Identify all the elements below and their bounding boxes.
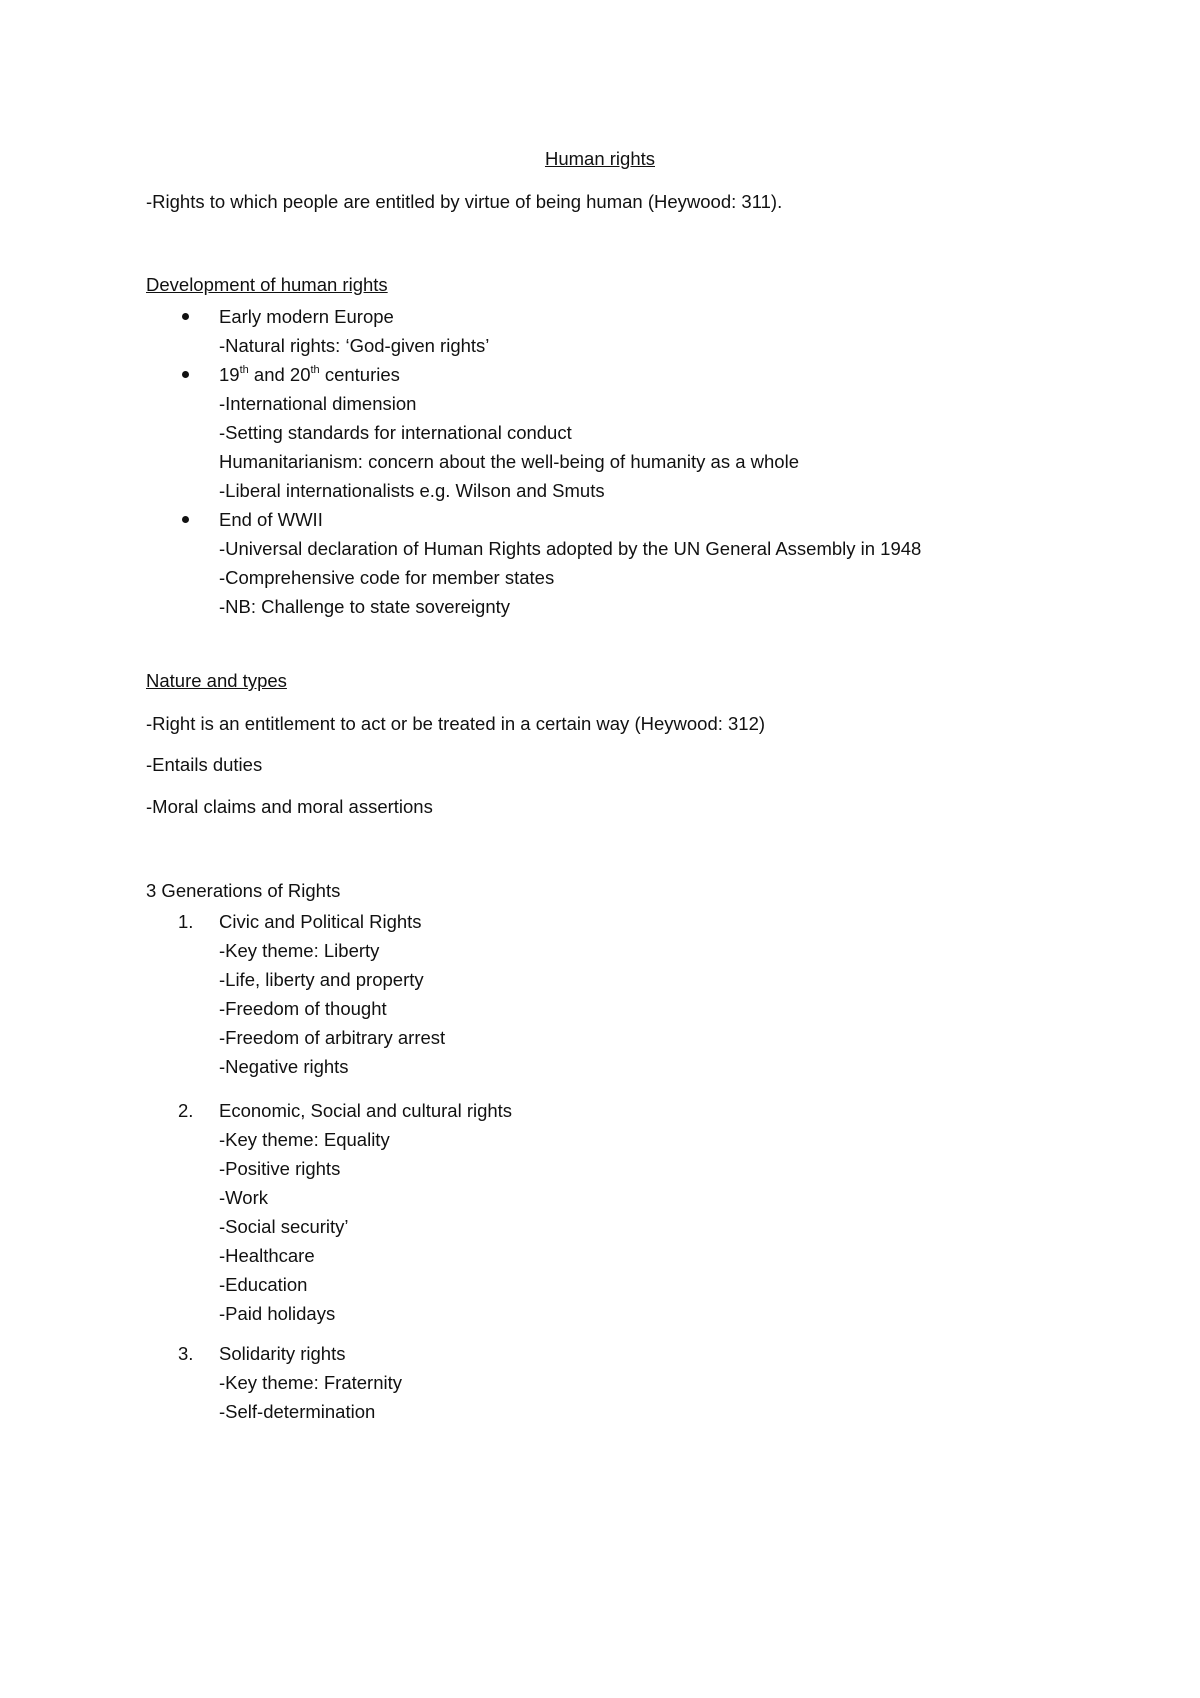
list-item-line: Humanitarianism: concern about the well-being of humanity as a whole [219,451,799,472]
list-item-line: -Natural rights: ‘God-given rights’ [219,335,490,356]
generations-list-1 [146,907,1046,1081]
list-item-label: Economic, Social and cultural rights [219,1100,513,1121]
generations-list-3 [146,1339,1046,1426]
list-item-line: -International dimension [219,393,417,414]
list-number: 3. [178,1343,194,1364]
definition-text: -Rights to which people are entitled by virtue of being human (Heywood: 311). [146,191,783,212]
development-heading: Development of human rights [146,274,388,295]
list-item-label: Solidarity rights [219,1343,346,1364]
list-item-line: -Social security’ [219,1216,349,1237]
nature-heading: Nature and types [146,670,287,691]
list-item [146,1096,1046,1328]
list-item [146,1339,1046,1426]
list-item-label: 19th and 20th centuries [219,363,400,385]
list-item-line: -Setting standards for international conduct [219,422,572,443]
list-item-line: -Key theme: Liberty [219,940,380,961]
list-item-line: -Healthcare [219,1245,315,1266]
nature-line: -Right is an entitlement to act or be treated in a certain way (Heywood: 312) [146,713,766,734]
list-item [146,907,1046,1081]
list-item-line: -Positive rights [219,1158,341,1179]
bullet-icon [182,360,206,389]
development-list [146,302,1046,621]
list-item-line: -Comprehensive code for member states [219,567,555,588]
nature-line: -Entails duties [146,754,263,775]
list-item [146,505,1046,621]
list-item-label: End of WWII [219,509,323,530]
list-item-line: -NB: Challenge to state sovereignty [219,596,511,617]
list-item [146,360,1046,505]
list-item-line: -Life, liberty and property [219,969,424,990]
nature-line: -Moral claims and moral assertions [146,796,433,817]
page-title: Human rights [544,148,655,169]
generations-heading: 3 Generations of Rights [146,880,341,901]
list-item-line: -Key theme: Equality [219,1129,390,1150]
list-number: 1. [178,911,194,932]
list-item-line: -Self-determination [219,1401,376,1422]
list-item-label: Civic and Political Rights [219,911,422,932]
list-item-line: -Paid holidays [219,1303,336,1324]
list-item-line: -Freedom of arbitrary arrest [219,1027,446,1048]
bullet-icon [182,302,206,331]
bullet-icon [182,505,206,534]
list-item-line: -Liberal internationalists e.g. Wilson and Smuts [219,480,605,501]
list-item-line: -Education [219,1274,308,1295]
list-item-line: -Negative rights [219,1056,349,1077]
list-item-line: -Freedom of thought [219,998,387,1019]
list-number: 2. [178,1100,194,1121]
list-item [146,302,1046,360]
list-item-line: -Universal declaration of Human Rights adopted by the UN General Assembly in 1948 [219,538,922,559]
list-item-line: -Key theme: Fraternity [219,1372,403,1393]
list-item-label: Early modern Europe [219,306,394,327]
generations-list-2 [146,1096,1046,1328]
list-item-line: -Work [219,1187,268,1208]
